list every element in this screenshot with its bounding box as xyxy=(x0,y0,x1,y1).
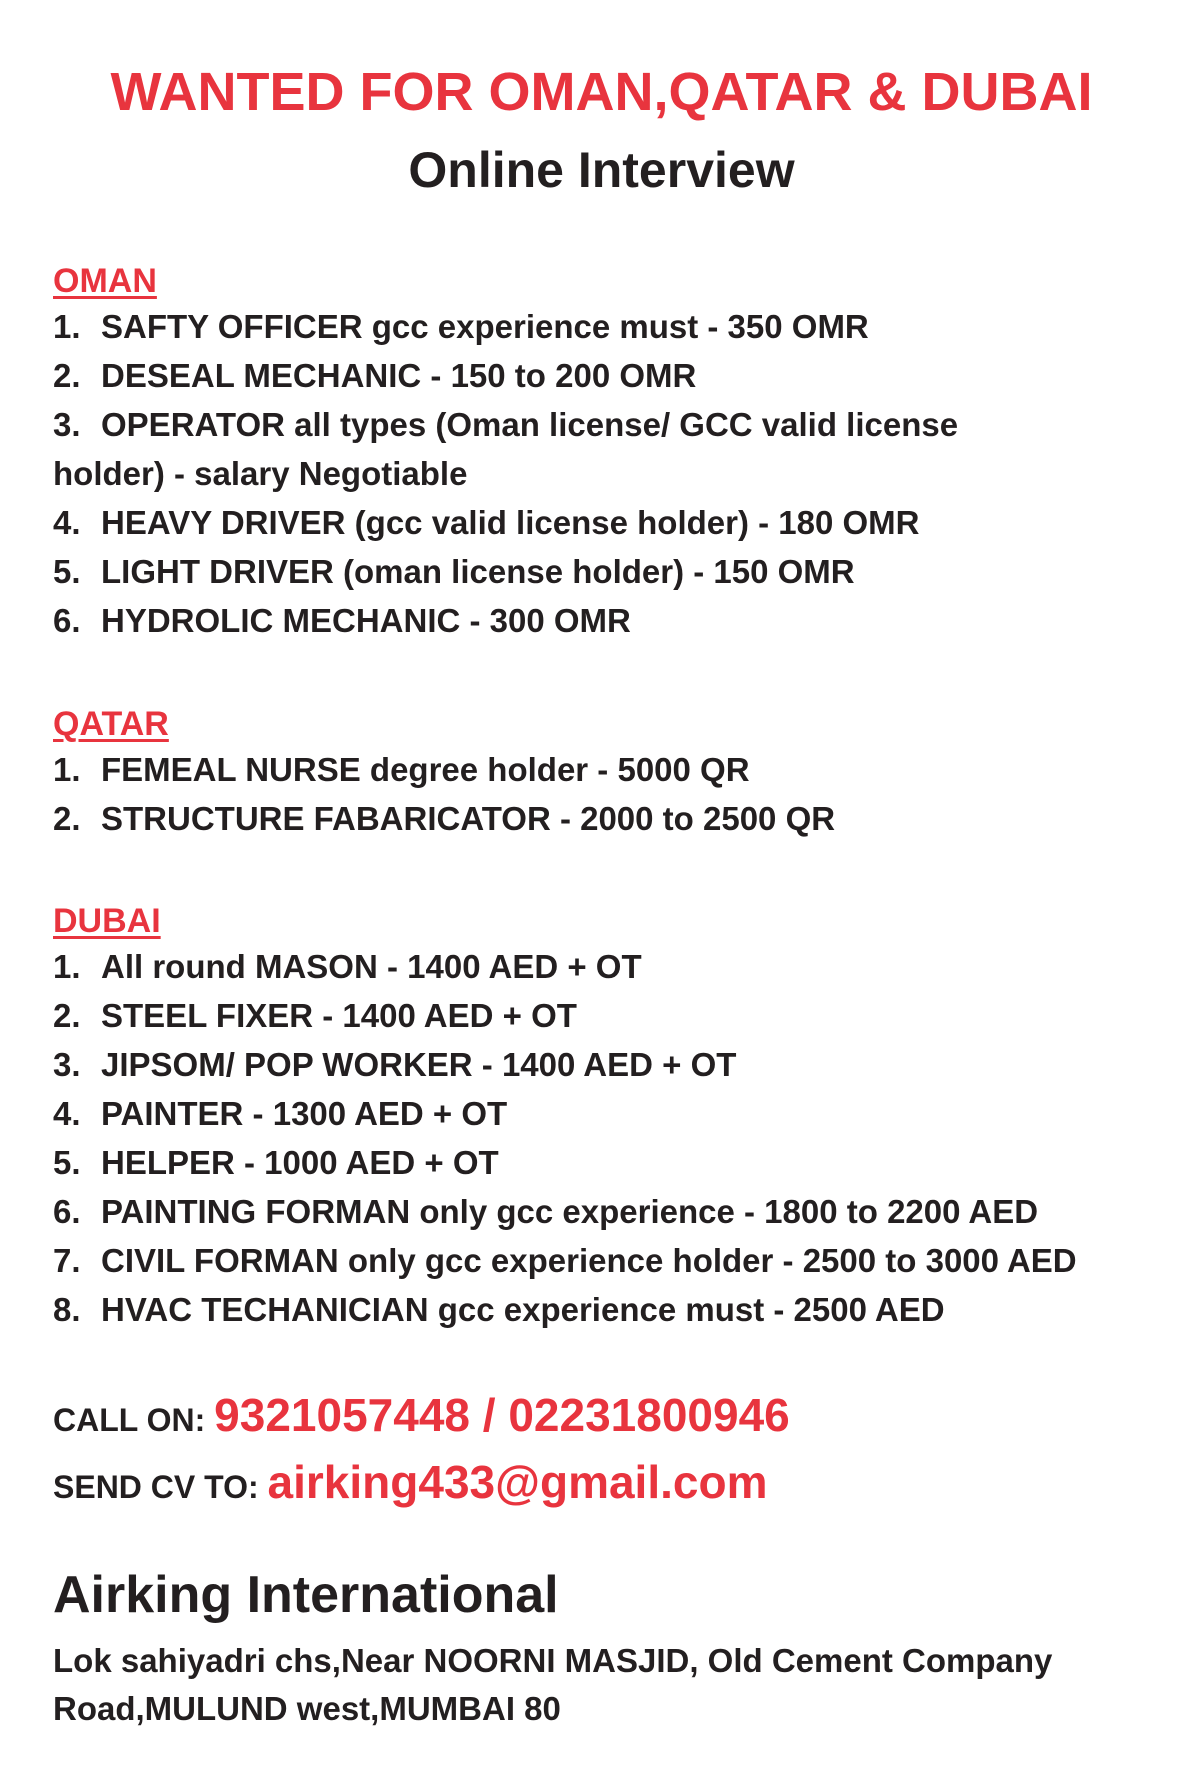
job-item xyxy=(53,1187,1183,1236)
job-item xyxy=(53,302,1183,351)
job-item xyxy=(53,991,1183,1040)
job-number: 1. xyxy=(53,751,81,788)
job-text: STRUCTURE FABARICATOR - 2000 to 2500 QR xyxy=(101,800,836,837)
job-item xyxy=(53,1040,1183,1089)
headline: WANTED FOR OMAN,QATAR & DUBAI xyxy=(110,62,1093,122)
job-item xyxy=(53,400,1183,498)
job-number: 4. xyxy=(53,504,81,541)
job-number: 2. xyxy=(53,357,81,394)
job-number: 6. xyxy=(53,1193,81,1230)
job-text: HELPER - 1000 AED + OT xyxy=(101,1144,499,1181)
job-item xyxy=(53,1089,1183,1138)
job-text: PAINTING FORMAN only gcc experience - 1800 to 2200 AED xyxy=(101,1193,1039,1230)
phone-numbers: 9321057448 / 02231800946 xyxy=(214,1389,790,1441)
send-cv-line xyxy=(53,1455,767,1509)
job-item xyxy=(53,547,1183,596)
job-text: CIVIL FORMAN only gcc experience holder - 2500 to 3000 AED xyxy=(101,1242,1077,1279)
job-item xyxy=(53,351,1183,400)
job-number: 7. xyxy=(53,1242,81,1279)
send-cv-label: SEND CV TO: xyxy=(53,1469,268,1505)
section-title-dubai: DUBAI xyxy=(53,902,161,940)
call-label: CALL ON: xyxy=(53,1402,215,1438)
job-number: 6. xyxy=(53,602,81,639)
email-address: airking433@gmail.com xyxy=(267,1456,768,1508)
job-number: 4. xyxy=(53,1095,81,1132)
address-line-2: Road,MULUND west,MUMBAI 80 xyxy=(53,1690,561,1727)
job-text: SAFTY OFFICER gcc experience must - 350 OMR xyxy=(101,308,869,345)
job-item xyxy=(53,1285,1183,1334)
job-number: 8. xyxy=(53,1291,81,1328)
job-number: 5. xyxy=(53,553,81,590)
job-item xyxy=(53,1138,1183,1187)
job-list-oman xyxy=(53,302,1183,645)
job-number: 2. xyxy=(53,997,81,1034)
job-text: HYDROLIC MECHANIC - 300 OMR xyxy=(101,602,631,639)
job-number: 2. xyxy=(53,800,81,837)
job-number: 3. xyxy=(53,406,81,443)
job-text: LIGHT DRIVER (oman license holder) - 150 OMR xyxy=(101,553,855,590)
job-item xyxy=(53,596,1183,645)
job-text: DESEAL MECHANIC - 150 to 200 OMR xyxy=(101,357,697,394)
company-name: Airking International xyxy=(53,1566,559,1624)
job-text: HVAC TECHANICIAN gcc experience must - 2500 AED xyxy=(101,1291,945,1328)
job-text: HEAVY DRIVER (gcc valid license holder) - 180 OMR xyxy=(101,504,920,541)
section-qatar xyxy=(53,703,1183,843)
section-oman xyxy=(53,260,1183,645)
section-title-qatar: QATAR xyxy=(53,705,169,743)
job-text: All round MASON - 1400 AED + OT xyxy=(101,948,642,985)
company-address xyxy=(53,1637,1173,1733)
job-list-dubai xyxy=(53,942,1183,1334)
job-text: OPERATOR all types (Oman license/ GCC valid license xyxy=(101,406,959,443)
job-number: 1. xyxy=(53,948,81,985)
call-line xyxy=(53,1388,790,1442)
job-item xyxy=(53,745,1183,794)
address-line-1: Lok sahiyadri chs,Near NOORNI MASJID, Old Cement Company xyxy=(53,1642,1053,1679)
job-text: STEEL FIXER - 1400 AED + OT xyxy=(101,997,577,1034)
subheadline: Online Interview xyxy=(408,142,795,198)
job-number: 3. xyxy=(53,1046,81,1083)
job-item xyxy=(53,794,1183,843)
job-item xyxy=(53,942,1183,991)
job-number: 5. xyxy=(53,1144,81,1181)
job-text: FEMEAL NURSE degree holder - 5000 QR xyxy=(101,751,750,788)
job-text: JIPSOM/ POP WORKER - 1400 AED + OT xyxy=(101,1046,737,1083)
job-text: PAINTER - 1300 AED + OT xyxy=(101,1095,508,1132)
job-item xyxy=(53,498,1183,547)
job-list-qatar xyxy=(53,745,1183,843)
section-dubai xyxy=(53,900,1183,1334)
job-text-continued: holder) - salary Negotiable xyxy=(53,455,468,492)
job-item xyxy=(53,1236,1183,1285)
job-number: 1. xyxy=(53,308,81,345)
section-title-oman: OMAN xyxy=(53,262,157,300)
